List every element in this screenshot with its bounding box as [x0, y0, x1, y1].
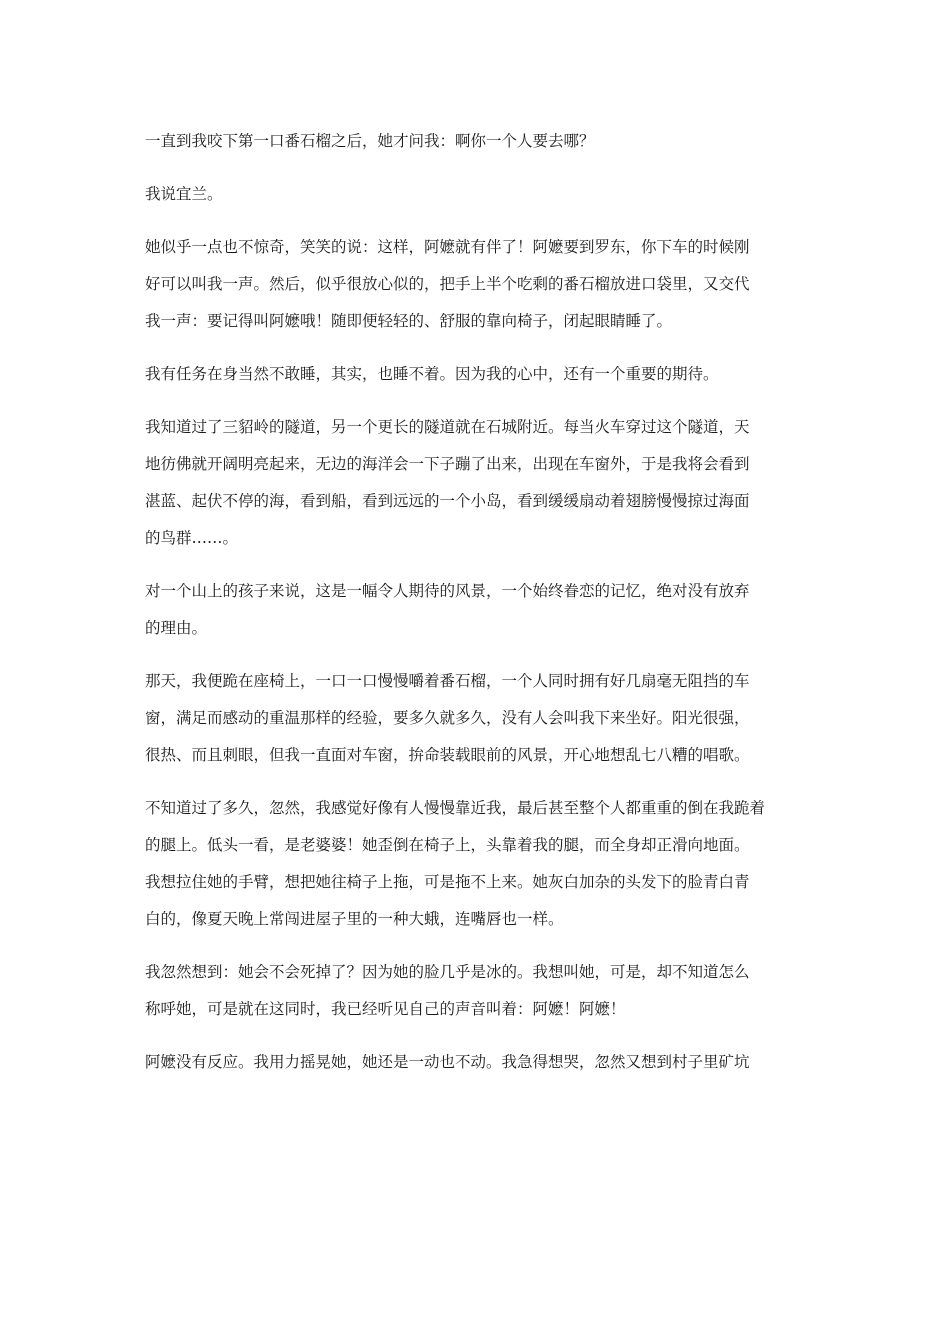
paragraph: 她似乎一点也不惊奇，笑笑的说：这样，阿嬷就有伴了！阿嬷要到罗东，你下车的时候刚 好可以叫我一声。然后，似乎很放心似的，把手上半个吃剩的番石榴放进口袋里，又交代 我一声：要记得叫阿嬷哦！随即便轻轻的、舒服的靠向椅子，闭起眼睛睡了。	[145, 238, 750, 330]
paragraph: 我说宜兰。	[145, 185, 223, 203]
paragraph: 阿嬷没有反应。我用力摇晃她，她还是一动也不动。我急得想哭，忽然又想到村子里矿坑	[145, 1053, 750, 1071]
paragraph: 我有任务在身当然不敢睡，其实，也睡不着。因为我的心中，还有一个重要的期待。	[145, 365, 719, 383]
paragraph: 一直到我咬下第一口番石榴之后，她才问我：啊你一个人要去哪？	[145, 132, 595, 150]
body-text	[145, 123, 810, 1097]
paragraph: 我忽然想到：她会不会死掉了？因为她的脸几乎是冰的。我想叫她，可是，却不知道怎么 称呼她，可是就在这同时，我已经听见自己的声音叫着：阿嬷！阿嬷！	[145, 963, 750, 1018]
paragraph: 那天，我便跪在座椅上，一口一口慢慢嚼着番石榴，一个人同时拥有好几扇毫无阻挡的车 窗，满足而感动的重温那样的经验，要多久就多久，没有人会叫我下来坐好。阳光很强， 很热、而且刺眼，但我一直面对车窗，拚命装载眼前的风景，开心地想乱七八糟的唱歌。	[145, 672, 750, 764]
paragraph: 不知道过了多久，忽然，我感觉好像有人慢慢靠近我，最后甚至整个人都重重的倒在我跪着 的腿上。低头一看，是老婆婆！她歪倒在椅子上，头靠着我的腿，而全身却正滑向地面。 我想拉住她的手臂，想把她往椅子上拖，可是拖不上来。她灰白加杂的头发下的脸青白青 白的，像夏天晚上常闯进屋子里的一种大蛾，连嘴唇也一样。	[145, 799, 766, 928]
paragraph: 我知道过了三貂岭的隧道，另一个更长的隧道就在石城附近。每当火车穿过这个隧道，天 地彷佛就开阔明亮起来，无边的海洋会一下子蹦了出来，出现在车窗外，于是我将会看到 湛蓝、起伏不停的海，看到船，看到远远的一个小岛，看到缓缓扇动着翅膀慢慢掠过海面 的鸟群……。	[145, 418, 750, 547]
paragraph: 对一个山上的孩子来说，这是一幅令人期待的风景，一个始终眷恋的记忆，绝对没有放弃 的理由。	[145, 582, 750, 637]
